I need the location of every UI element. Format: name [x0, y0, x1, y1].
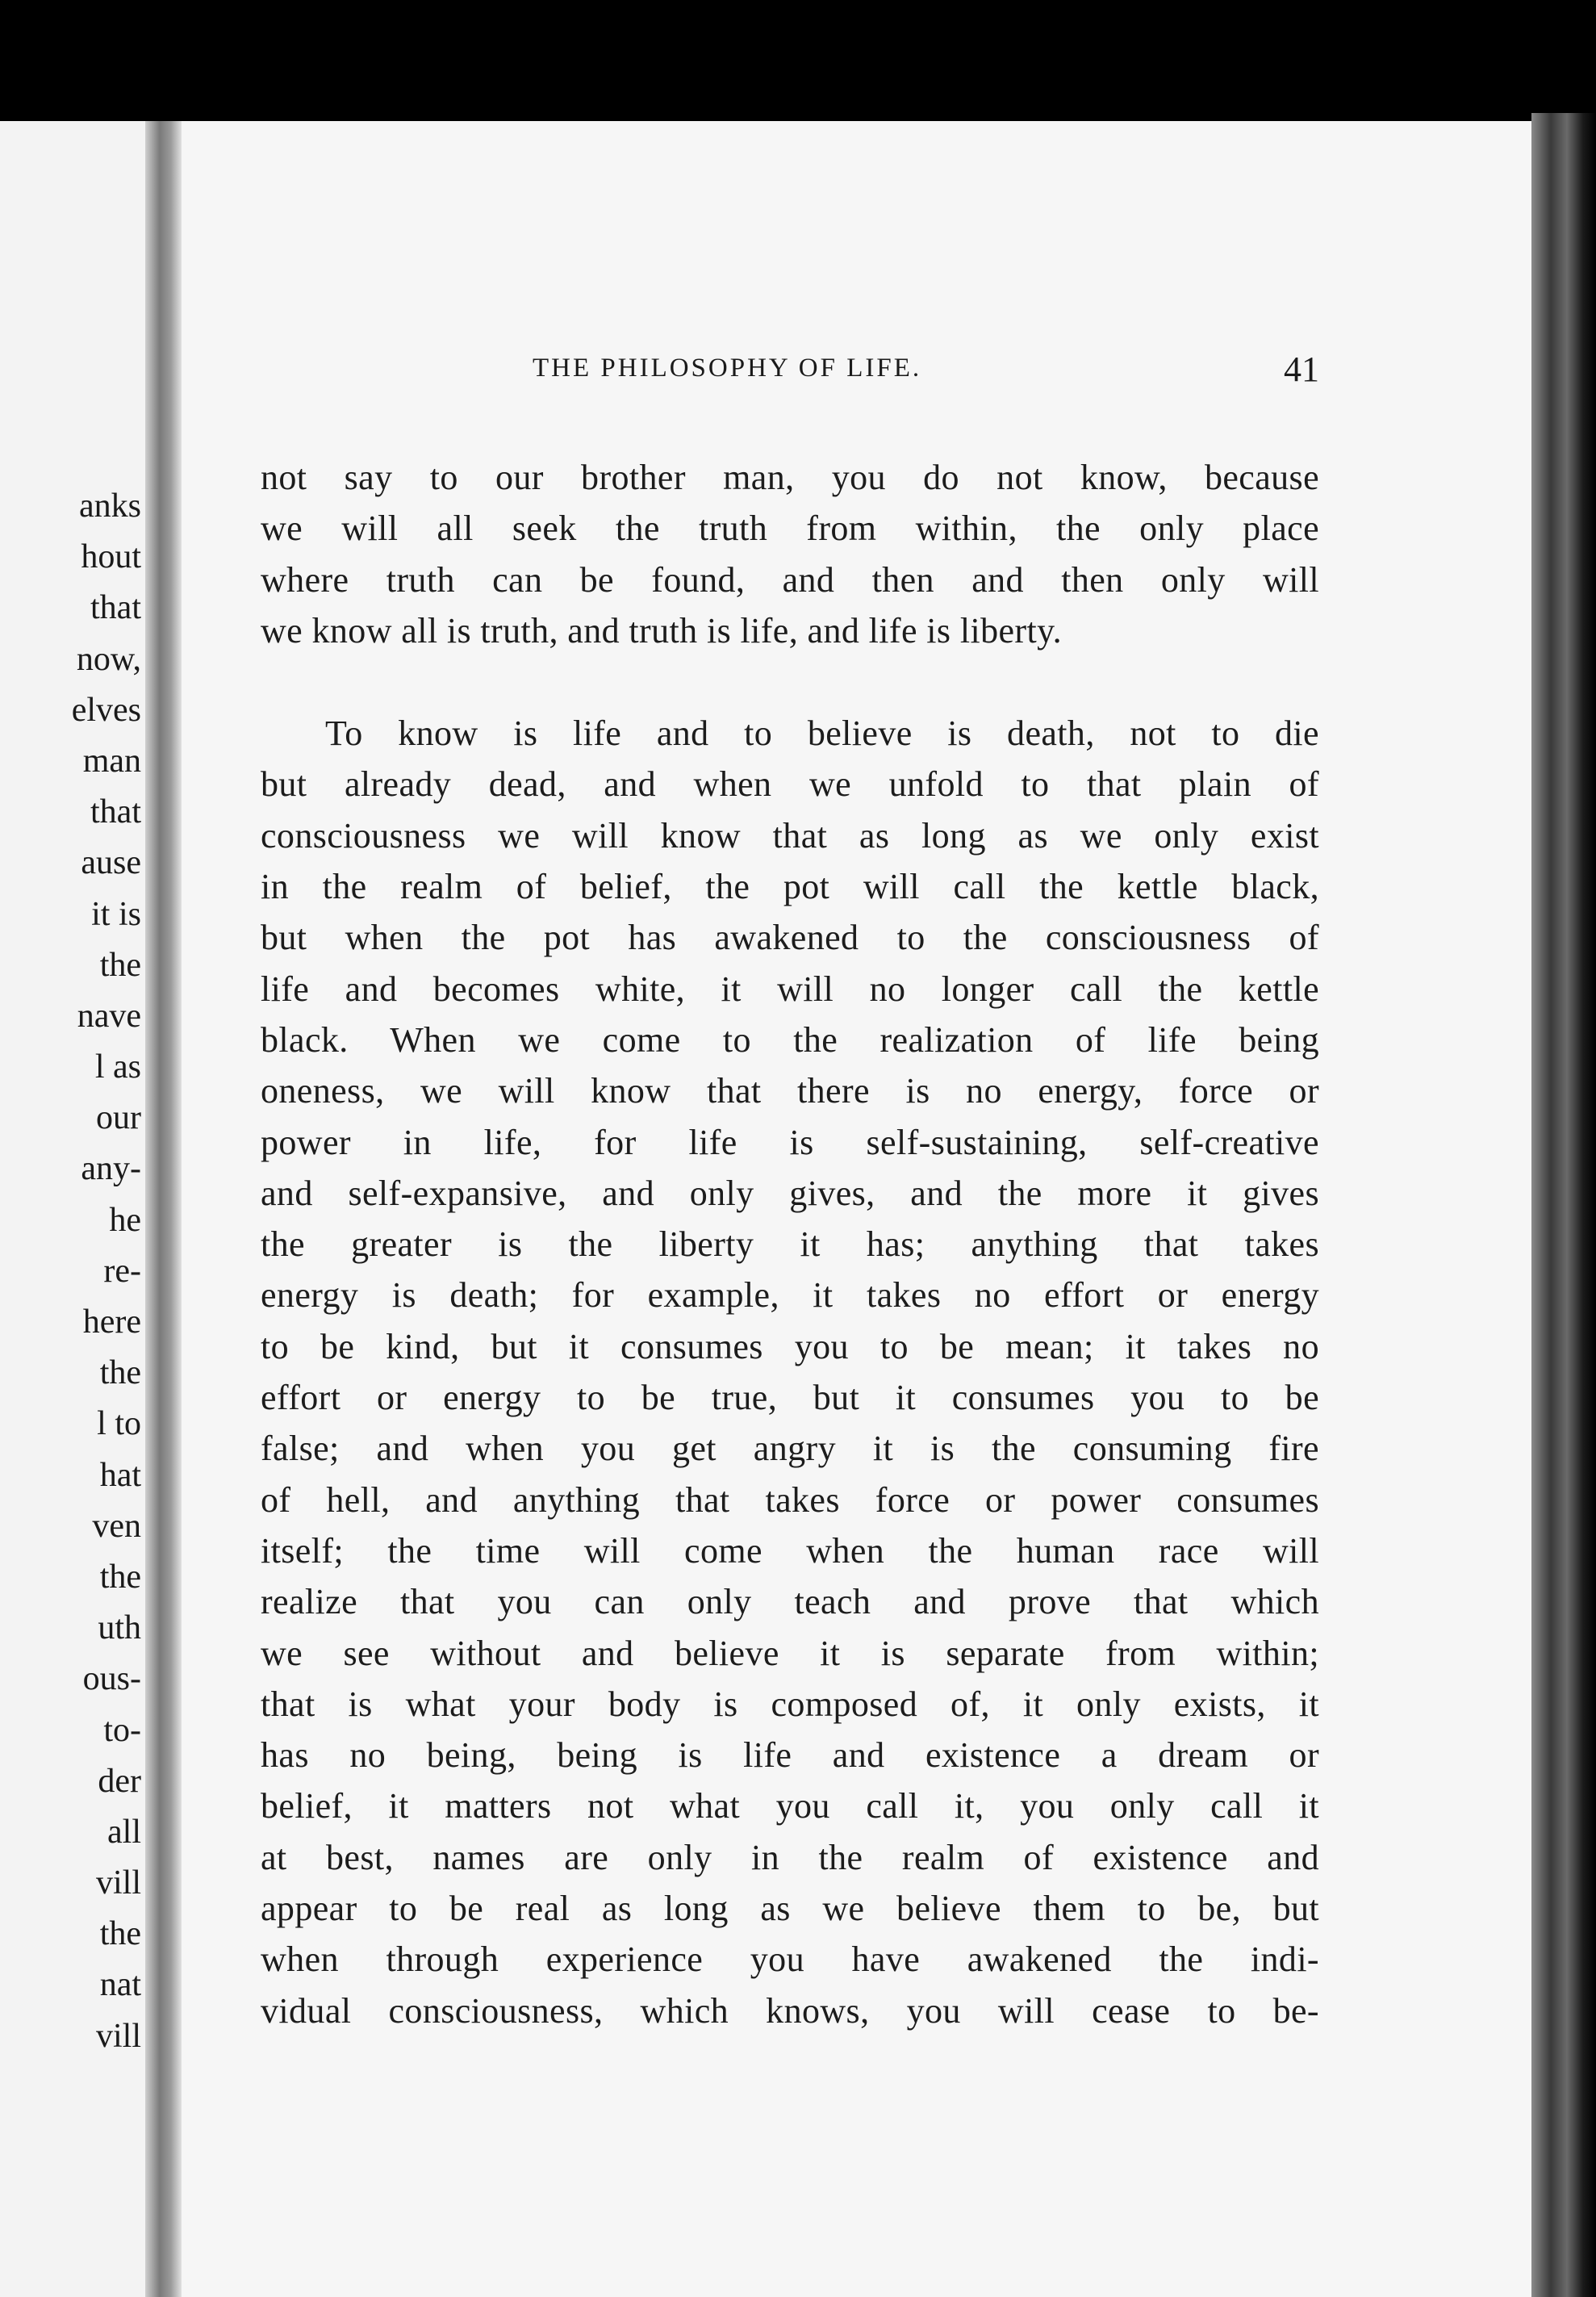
text-line: black. When we come to the realization of life being [261, 1019, 1319, 1060]
previous-page-line-fragment: der [98, 1762, 141, 1800]
text-line: of hell, and anything that takes force or power consumes [261, 1479, 1319, 1520]
text-line: we see without and believe it is separate from within; [261, 1633, 1319, 1673]
previous-page-line-fragment: uth [98, 1609, 141, 1647]
text-line: the greater is the liberty it has; anything that takes [261, 1224, 1319, 1265]
previous-page-line-fragment: any- [81, 1150, 141, 1188]
text-line: when through experience you have awakened the indi- [261, 1939, 1319, 1980]
text-line: we know all is truth, and truth is life, and life is liberty. [261, 610, 1063, 651]
text-line: itself; the time will come when the human race will [261, 1530, 1319, 1571]
text-line: we will all seek the truth from within, the only place [261, 508, 1319, 549]
previous-page-line-fragment: the [99, 1915, 141, 1953]
text-line: energy is death; for example, it takes no effort or energy [261, 1275, 1319, 1316]
previous-page-line-fragment: ause [81, 844, 141, 882]
page-header [533, 349, 1319, 397]
previous-page-line-fragment: he [109, 1201, 141, 1239]
previous-page-line-fragment: hout [81, 538, 141, 576]
text-line: to be kind, but it consumes you to be mean; it takes no [261, 1326, 1319, 1366]
previous-page-line-fragment: ous- [82, 1660, 141, 1698]
text-line: effort or energy to be true, but it consumes you to be [261, 1378, 1319, 1418]
previous-page-line-fragment: man [82, 742, 141, 780]
text-line: vidual consciousness, which knows, you will cease to be- [261, 1990, 1319, 2031]
body-text [261, 452, 1319, 2036]
text-line: has no being, being is life and existence a dream or [261, 1735, 1319, 1776]
text-line: but already dead, and when we unfold to that plain of [261, 764, 1319, 805]
paragraph [261, 708, 1319, 2036]
text-line: but when the pot has awakened to the consciousness of [261, 918, 1319, 958]
previous-page-fragment [0, 121, 165, 2297]
text-line: where truth can be found, and then and then only will [261, 559, 1319, 600]
previous-page-line-fragment: hat [99, 1456, 141, 1494]
previous-page-line-fragment: here [82, 1303, 141, 1341]
text-line: life and becomes white, it will no longer call the kettle [261, 969, 1319, 1009]
previous-page-line-fragment: ven [92, 1507, 141, 1545]
text-line: belief, it matters not what you call it, you only call it [261, 1786, 1319, 1826]
previous-page-line-fragment: vill [95, 2017, 141, 2055]
previous-page-line-fragment: now, [76, 640, 141, 678]
page-edge-shadow [1531, 113, 1596, 2297]
previous-page-line-fragment: elves [71, 691, 141, 729]
text-line: in the realm of belief, the pot will call the kettle black, [261, 867, 1319, 907]
previous-page-line-fragment: that [90, 589, 141, 627]
page-number: 41 [1284, 349, 1319, 389]
text-line: at best, names are only in the realm of existence and [261, 1837, 1319, 1877]
text-line: oneness, we will know that there is no energy, force or [261, 1071, 1319, 1111]
previous-page-line-fragment: it is [91, 895, 141, 933]
paragraph [261, 452, 1319, 656]
previous-page-line-fragment: anks [79, 487, 141, 525]
text-line: To know is life and to believe is death, not to die [325, 713, 1319, 754]
text-line: that is what your body is composed of, it only exists, it [261, 1684, 1319, 1724]
previous-page-line-fragment: l as [94, 1048, 141, 1086]
text-line: consciousness we will know that as long as we only exist [261, 815, 1319, 856]
text-line: false; and when you get angry it is the consuming fire [261, 1429, 1319, 1469]
paragraph-gap [261, 656, 1319, 708]
previous-page-line-fragment: re- [103, 1252, 141, 1290]
previous-page-line-fragment: all [107, 1813, 141, 1851]
previous-page-line-fragment: l to [97, 1405, 141, 1443]
previous-page-line-fragment: to- [103, 1711, 141, 1749]
previous-page-line-fragment: the [99, 1558, 141, 1596]
previous-page-line-fragment: the [99, 1354, 141, 1392]
text-line: not say to our brother man, you do not know, because [261, 458, 1319, 497]
previous-page-line-fragment: the [99, 946, 141, 984]
text-line: appear to be real as long as we believe them to be, but [261, 1889, 1319, 1929]
text-line: realize that you can only teach and prove that which [261, 1582, 1319, 1622]
text-line: and self-expansive, and only gives, and the more it gives [261, 1173, 1319, 1213]
previous-page-line-endings [4, 481, 141, 2062]
previous-page-line-fragment: our [96, 1099, 141, 1137]
previous-page-line-fragment: nave [77, 997, 141, 1035]
previous-page-line-fragment: nat [99, 1966, 141, 2004]
previous-page-line-fragment: vill [95, 1864, 141, 1902]
running-title: THE PHILOSOPHY OF LIFE. [533, 354, 922, 383]
previous-page-line-fragment: that [90, 793, 141, 831]
text-line: power in life, for life is self-sustaining, self-creative [261, 1122, 1319, 1162]
book-gutter [145, 121, 182, 2297]
